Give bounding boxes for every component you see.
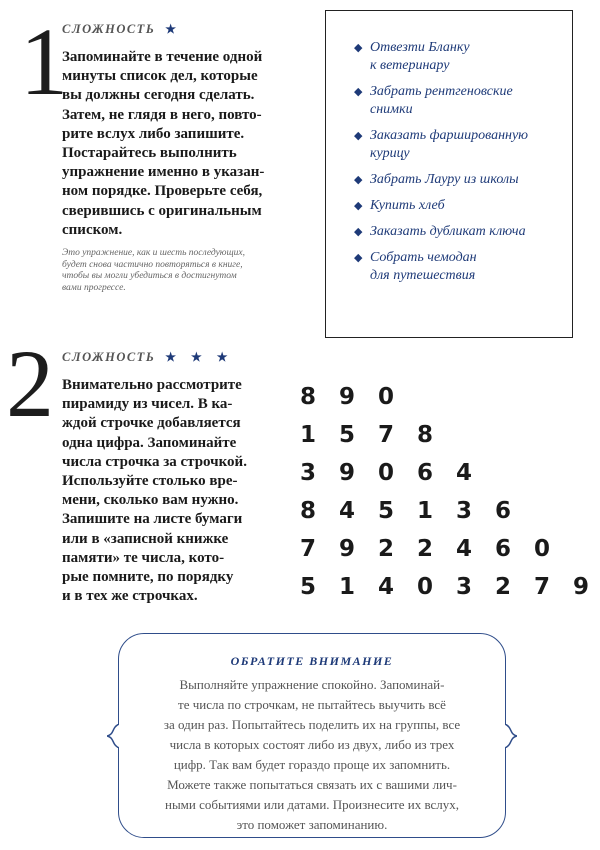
todo-item-line: Отвезти Бланку — [370, 40, 470, 55]
pyramid-digit: 6 — [495, 498, 512, 524]
text-line: сверившись с оригинальным — [62, 202, 262, 219]
pyramid-row — [300, 530, 600, 568]
pyramid-digit: 9 — [339, 384, 356, 410]
text-line: это поможет запоминанию. — [236, 817, 388, 832]
pyramid-row — [300, 568, 600, 606]
diamond-bullet-icon: ◆ — [354, 226, 363, 238]
pyramid-digit: 1 — [300, 422, 317, 448]
text-line: цифр. Так вам будет гораздо проще их запомнить. — [173, 757, 451, 772]
diamond-bullet-icon: ◆ — [354, 174, 363, 186]
exercise-2-number: 2 — [6, 330, 54, 437]
todo-item — [354, 197, 572, 215]
text-line: Запоминайте в течение одной — [62, 49, 263, 65]
todo-item — [354, 223, 572, 241]
text-line: ждой строчке добавляется — [62, 415, 241, 432]
todo-item-line: Забрать Лауру из школы — [370, 172, 519, 187]
note-line: чтобы вы могли убедиться в достигнутом — [62, 271, 237, 281]
text-line: ными событиями или датами. Произнесите их вслух, — [164, 797, 460, 812]
text-line: и в тех же строчках. — [62, 588, 198, 605]
pyramid-digit: 5 — [300, 574, 317, 600]
text-line: рите вслух либо запишите. — [62, 125, 245, 142]
todo-item-line: Купить хлеб — [370, 198, 445, 213]
todo-list — [326, 11, 572, 285]
text-line: минуты список дел, которые — [62, 68, 258, 85]
text-line: рые помните, по порядку — [62, 569, 234, 586]
todo-list-box — [325, 10, 573, 338]
todo-item — [354, 249, 572, 285]
difficulty-label: СЛОЖНОСТЬ — [62, 350, 156, 364]
brace-left-icon — [107, 724, 119, 748]
exercise-1-instructions — [62, 48, 297, 240]
text-line: или в «записной книжке — [62, 530, 229, 547]
todo-item-line: Собрать чемодан — [370, 250, 477, 265]
pyramid-digit: 0 — [534, 536, 551, 562]
diamond-bullet-icon: ◆ — [354, 130, 363, 142]
todo-item — [354, 127, 572, 163]
pyramid-digit: 3 — [300, 460, 317, 486]
pyramid-digit: 9 — [339, 460, 356, 486]
exercise-2-difficulty — [62, 350, 234, 365]
pyramid-digit: 0 — [378, 384, 395, 410]
pyramid-digit: 5 — [339, 422, 356, 448]
pyramid-digit: 5 — [378, 498, 395, 524]
pyramid-digit: 3 — [456, 498, 473, 524]
text-line: ном порядке. Проверьте себя, — [62, 183, 263, 200]
pyramid-digit: 4 — [378, 574, 395, 600]
difficulty-stars: ★ ★ ★ — [165, 350, 234, 364]
diamond-bullet-icon: ◆ — [354, 200, 363, 212]
pyramid-row — [300, 378, 600, 416]
text-line: упражнение именно в указан- — [62, 164, 265, 181]
diamond-bullet-icon: ◆ — [354, 42, 363, 54]
pyramid-digit: 8 — [300, 498, 317, 524]
exercise-2-instructions — [62, 376, 262, 606]
pyramid-digit: 7 — [534, 574, 551, 600]
text-line: вы должны сегодня сделать. — [62, 87, 255, 104]
exercise-1-number: 1 — [20, 8, 68, 115]
todo-item — [354, 171, 572, 189]
todo-item-line: Заказать дубликат ключа — [370, 224, 526, 239]
text-line: одна цифра. Запоминайте — [62, 434, 237, 451]
exercise-1-difficulty — [62, 22, 182, 37]
note-line: будет снова частично повторяться в книге, — [62, 259, 243, 270]
text-line: Используйте столько вре- — [62, 473, 238, 490]
pyramid-digit: 8 — [300, 384, 317, 410]
number-pyramid — [300, 378, 600, 606]
todo-item-line: к ветеринару — [370, 58, 450, 73]
exercise-1-footnote — [62, 248, 290, 294]
pyramid-digit: 4 — [456, 536, 473, 562]
pyramid-row — [300, 492, 600, 530]
brace-right-icon — [505, 724, 517, 748]
pyramid-digit: 6 — [495, 536, 512, 562]
text-line: памяти» те числа, кото- — [62, 549, 225, 566]
pyramid-digit: 0 — [378, 460, 395, 486]
pyramid-digit: 9 — [573, 574, 590, 600]
pyramid-digit: 2 — [495, 574, 512, 600]
text-line: пирамиду из чисел. В ка- — [62, 396, 233, 413]
text-line: Запишите на листе бумаги — [62, 511, 243, 528]
diamond-bullet-icon: ◆ — [354, 252, 363, 264]
difficulty-stars: ★ — [165, 22, 183, 36]
note-line: вами прогрессе. — [62, 282, 126, 293]
pyramid-row — [300, 454, 600, 492]
pyramid-digit: 4 — [339, 498, 356, 524]
attention-box — [118, 633, 506, 838]
todo-item-line: снимки — [370, 102, 413, 117]
todo-item-line: Забрать рентгеновские — [370, 84, 513, 99]
text-line: мени, сколько вам нужно. — [62, 492, 239, 509]
pyramid-digit: 3 — [456, 574, 473, 600]
pyramid-digit: 0 — [417, 574, 434, 600]
diamond-bullet-icon: ◆ — [354, 86, 363, 98]
attention-title: ОБРАТИТЕ ВНИМАНИЕ — [230, 654, 394, 668]
pyramid-digit: 8 — [417, 422, 434, 448]
text-line: те числа по строчкам, не пытайтесь выучить всё — [178, 697, 446, 712]
text-line: Можете также попытаться связать их с вашими лич- — [167, 777, 457, 792]
text-line: числа строчка за строчкой. — [62, 453, 247, 470]
todo-item — [354, 39, 572, 75]
pyramid-digit: 2 — [378, 536, 395, 562]
text-line: Выполняйте упражнение спокойно. Запоминай- — [179, 677, 445, 692]
text-line: Затем, не глядя в него, повто- — [62, 106, 262, 123]
pyramid-digit: 7 — [378, 422, 395, 448]
text-line: за один раз. Попытайтесь поделить их на группы, все — [163, 717, 461, 732]
pyramid-digit: 2 — [417, 536, 434, 562]
pyramid-digit: 7 — [300, 536, 317, 562]
pyramid-digit: 1 — [417, 498, 434, 524]
todo-item-line: для путешествия — [370, 268, 476, 283]
text-line: Постарайтесь выполнить — [62, 145, 237, 162]
text-line: Внимательно рассмотрите — [62, 377, 242, 393]
pyramid-digit: 1 — [339, 574, 356, 600]
pyramid-row — [300, 416, 600, 454]
pyramid-digit: 6 — [417, 460, 434, 486]
todo-item-line: Заказать фаршированную — [370, 128, 529, 143]
pyramid-digit: 4 — [456, 460, 473, 486]
text-line: числа в которых состоят либо из двух, либо из трех — [169, 737, 455, 752]
pyramid-digit: 9 — [339, 536, 356, 562]
note-line: Это упражнение, как и шесть последующих, — [62, 248, 245, 258]
todo-item-line: курицу — [370, 146, 410, 161]
text-line: списком. — [62, 221, 123, 238]
difficulty-label: СЛОЖНОСТЬ — [62, 22, 156, 36]
attention-text — [147, 675, 477, 835]
todo-item — [354, 83, 572, 119]
